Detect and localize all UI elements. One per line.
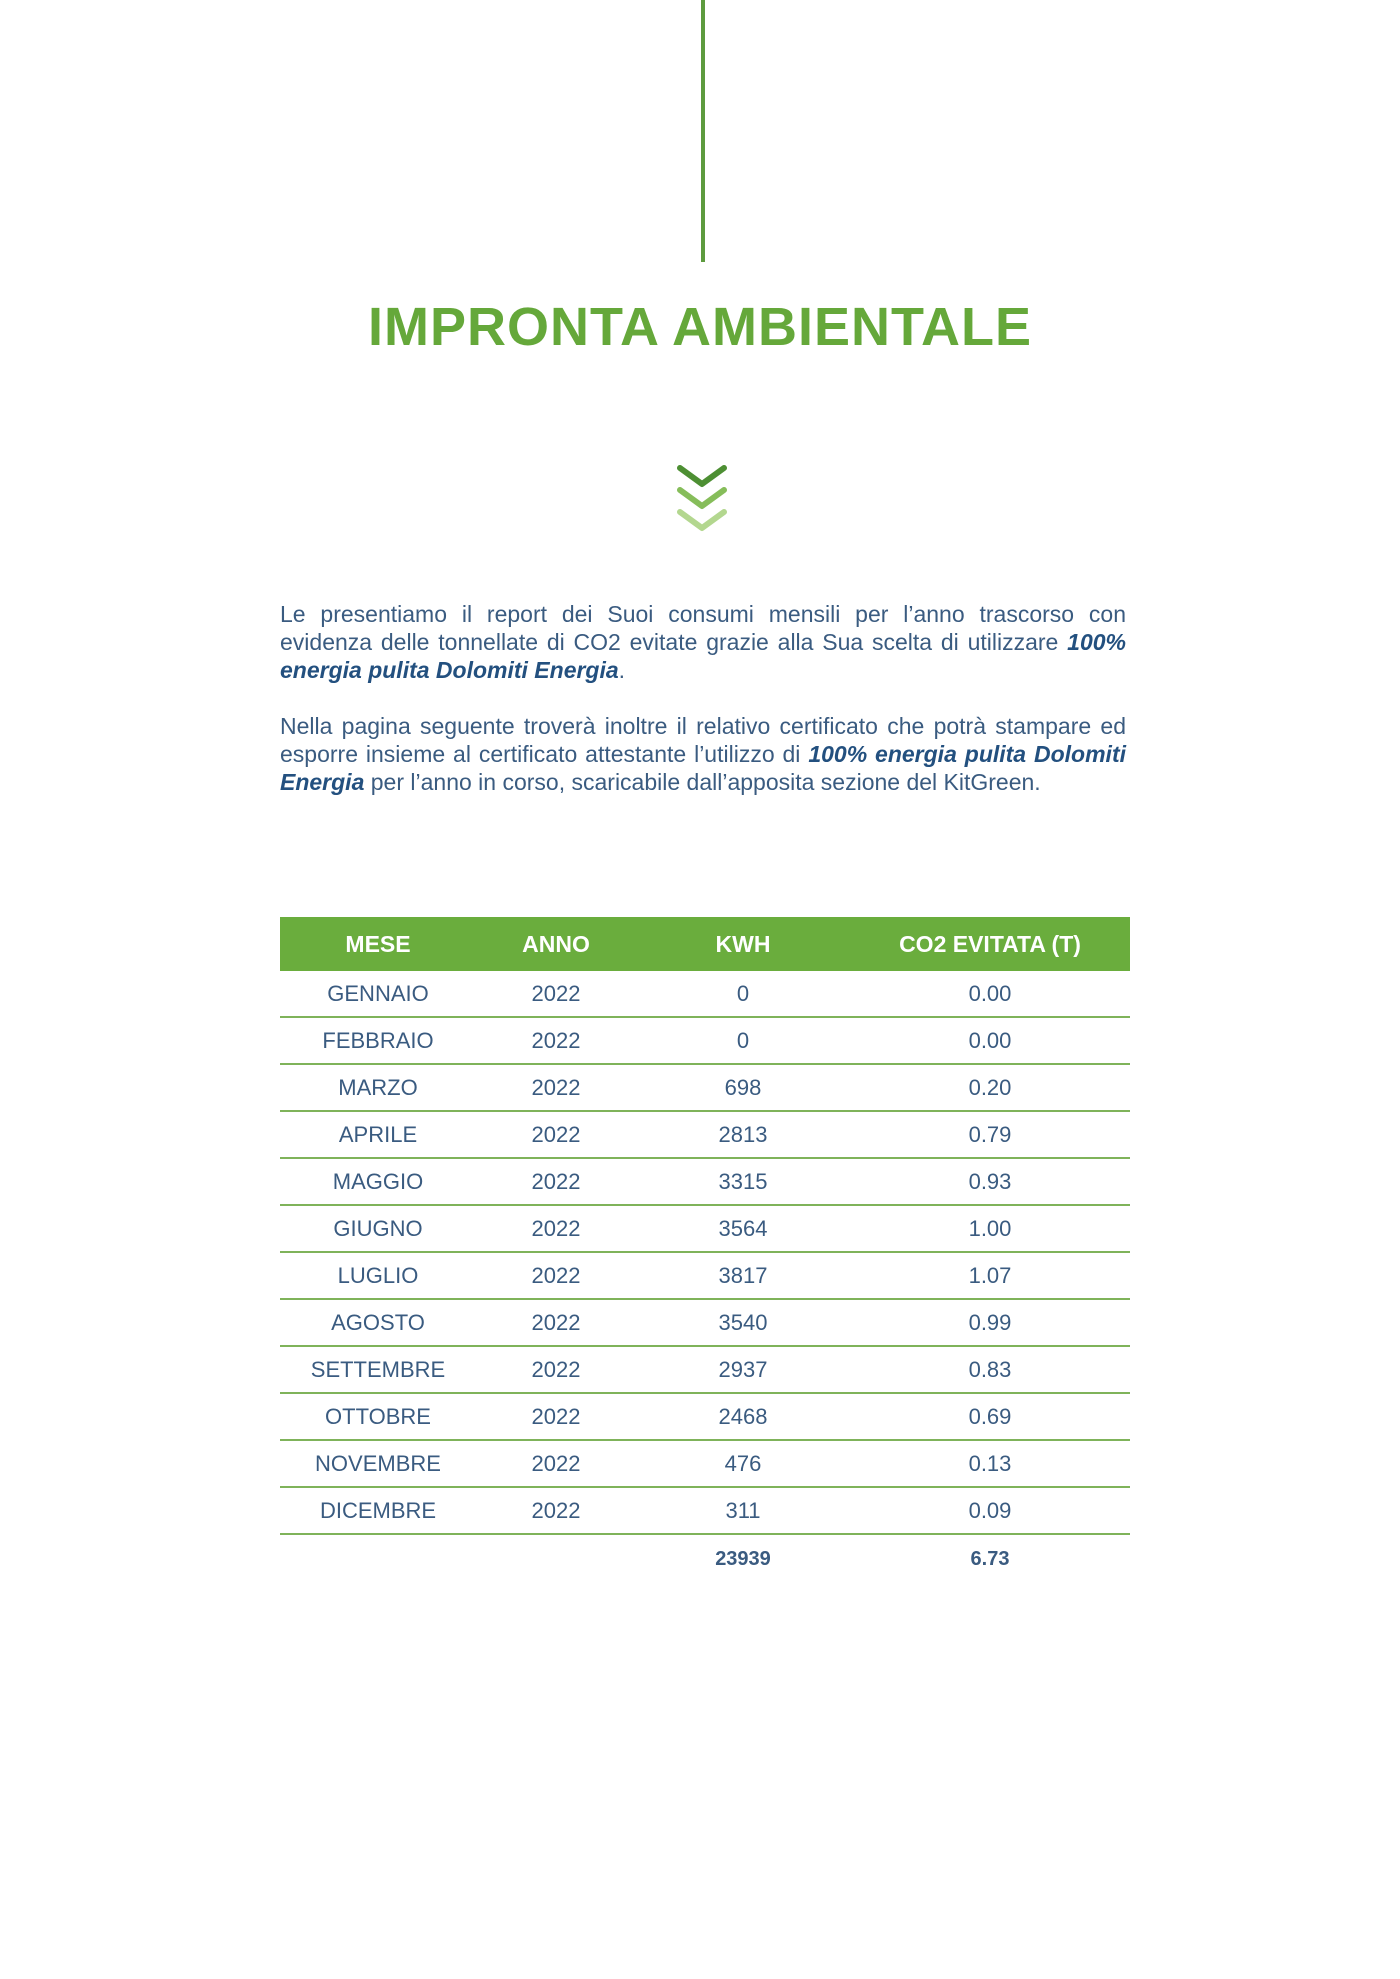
table-row xyxy=(280,1487,1130,1534)
intro-p1-text: Le presentiamo il report dei Suoi consumi mensili per l’anno trascorso con evidenza delle tonnellate di CO2 evitate grazie alla Sua scelta di utilizzare xyxy=(280,601,1126,655)
cell-co2: 0.00 xyxy=(850,971,1130,1017)
table-row xyxy=(280,1440,1130,1487)
intro-p2-end: per l’anno in corso, scaricabile dall’apposita sezione del KitGreen. xyxy=(370,769,1041,795)
cell-kwh: 2468 xyxy=(636,1393,850,1440)
cell-year: 2022 xyxy=(476,1346,636,1393)
cell-month: FEBBRAIO xyxy=(280,1017,476,1064)
table-row xyxy=(280,971,1130,1017)
table-totals-row xyxy=(280,1534,1130,1583)
intro-text xyxy=(280,600,1126,824)
table-row xyxy=(280,1064,1130,1111)
table-row xyxy=(280,1205,1130,1252)
top-divider-line xyxy=(701,0,705,262)
cell-co2: 0.79 xyxy=(850,1111,1130,1158)
cell-year: 2022 xyxy=(476,1205,636,1252)
intro-paragraph-1 xyxy=(280,600,1126,684)
cell-kwh: 3315 xyxy=(636,1158,850,1205)
consumption-table-container xyxy=(280,917,1130,1583)
cell-kwh: 3817 xyxy=(636,1252,850,1299)
cell-month: MAGGIO xyxy=(280,1158,476,1205)
cell-co2: 1.07 xyxy=(850,1252,1130,1299)
cell-kwh: 476 xyxy=(636,1440,850,1487)
intro-p2-text: Nella pagina seguente troverà inoltre il relativo certificato che potrà stampare ed esporre insieme al certificato attestante l’utilizzo di xyxy=(280,713,1126,767)
intro-p2-brand: 100% energia pulita Dolomiti Energia xyxy=(280,741,1126,795)
total-empty-1 xyxy=(280,1534,476,1583)
cell-month: GENNAIO xyxy=(280,971,476,1017)
cell-kwh: 0 xyxy=(636,971,850,1017)
cell-kwh: 0 xyxy=(636,1017,850,1064)
table-header-row xyxy=(280,917,1130,971)
cell-co2: 0.99 xyxy=(850,1299,1130,1346)
table-row xyxy=(280,1393,1130,1440)
cell-co2: 0.20 xyxy=(850,1064,1130,1111)
cell-year: 2022 xyxy=(476,1252,636,1299)
cell-month: OTTOBRE xyxy=(280,1393,476,1440)
chevron-down-icon xyxy=(676,462,728,534)
cell-year: 2022 xyxy=(476,1064,636,1111)
cell-year: 2022 xyxy=(476,1299,636,1346)
cell-month: SETTEMBRE xyxy=(280,1346,476,1393)
total-kwh: 23939 xyxy=(715,1547,771,1570)
header-kwh: KWH xyxy=(636,917,850,971)
page-title: IMPRONTA AMBIENTALE xyxy=(368,297,1032,357)
cell-kwh: 3564 xyxy=(636,1205,850,1252)
intro-paragraph-2 xyxy=(280,712,1126,796)
total-co2: 6.73 xyxy=(970,1547,1010,1570)
table-row xyxy=(280,1346,1130,1393)
cell-month: NOVEMBRE xyxy=(280,1440,476,1487)
table-row xyxy=(280,1252,1130,1299)
cell-month: APRILE xyxy=(280,1111,476,1158)
header-mese: MESE xyxy=(280,917,476,971)
cell-year: 2022 xyxy=(476,1017,636,1064)
intro-p1-end: . xyxy=(618,657,626,683)
cell-month: GIUGNO xyxy=(280,1205,476,1252)
cell-month: DICEMBRE xyxy=(280,1487,476,1534)
cell-kwh: 2937 xyxy=(636,1346,850,1393)
header-co2: CO2 EVITATA (T) xyxy=(850,917,1130,971)
cell-month: AGOSTO xyxy=(280,1299,476,1346)
consumption-table xyxy=(280,917,1130,1583)
cell-year: 2022 xyxy=(476,1158,636,1205)
cell-year: 2022 xyxy=(476,1111,636,1158)
cell-kwh: 3540 xyxy=(636,1299,850,1346)
cell-co2: 0.93 xyxy=(850,1158,1130,1205)
cell-year: 2022 xyxy=(476,1440,636,1487)
cell-year: 2022 xyxy=(476,1487,636,1534)
header-anno: ANNO xyxy=(476,917,636,971)
cell-month: LUGLIO xyxy=(280,1252,476,1299)
cell-kwh: 2813 xyxy=(636,1111,850,1158)
table-row xyxy=(280,1299,1130,1346)
cell-year: 2022 xyxy=(476,971,636,1017)
cell-kwh: 698 xyxy=(636,1064,850,1111)
cell-co2: 0.09 xyxy=(850,1487,1130,1534)
table-row xyxy=(280,1158,1130,1205)
cell-month: MARZO xyxy=(280,1064,476,1111)
cell-co2: 0.83 xyxy=(850,1346,1130,1393)
cell-co2: 0.00 xyxy=(850,1017,1130,1064)
cell-year: 2022 xyxy=(476,1393,636,1440)
cell-co2: 0.69 xyxy=(850,1393,1130,1440)
cell-co2: 0.13 xyxy=(850,1440,1130,1487)
intro-p1-brand: 100% energia pulita Dolomiti Energia xyxy=(280,629,1126,683)
total-empty-2 xyxy=(476,1534,636,1583)
table-row xyxy=(280,1111,1130,1158)
table-row xyxy=(280,1017,1130,1064)
cell-kwh: 311 xyxy=(636,1487,850,1534)
cell-co2: 1.00 xyxy=(850,1205,1130,1252)
